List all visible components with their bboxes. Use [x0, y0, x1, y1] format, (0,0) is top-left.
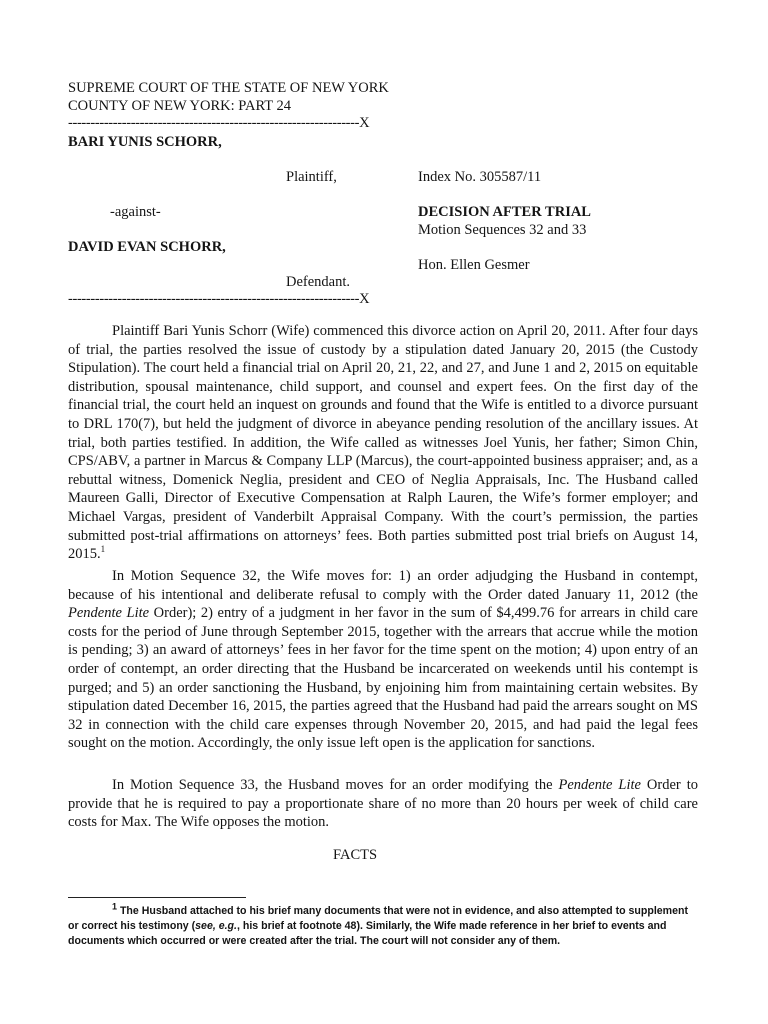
paragraph-intro — [68, 322, 698, 564]
footnote-reference: 1 — [100, 544, 106, 555]
court-name-line: SUPREME COURT OF THE STATE OF NEW YORK — [68, 80, 389, 96]
defendant-name: DAVID EVAN SCHORR, — [68, 239, 226, 255]
court-county-line: COUNTY OF NEW YORK: PART 24 — [68, 98, 291, 114]
footnote-italic: see, e.g. — [195, 920, 237, 932]
paragraph-motion-32-text-b: Order); 2) entry of a judgment in her favor in the sum of $4,499.76 for arrears in child care costs for the period of June through September 2015, together with the arrears that accrue while the motion is pending; 3) an award of attorneys’ fees in her favor for the time spent on the motion; 4) upon entry of an order of contempt, an order directing that the Husband be incarcerated on weekends until his contempt is purged; and 5) an order sanctioning the Husband, by enjoining him from maintaining certain websites. By stipulation dated December 16, 2015, the parties agreed that the Husband had paid the arrears sought on MS 32 in connection with the child care expenses through November 20, 2015, and had paid the legal fees sought on the motion. Accordingly, the only issue left open is the application for sanctions. — [68, 605, 698, 752]
paragraph-motion-33-italic: Pendente Lite — [558, 777, 641, 793]
paragraph-intro-text: Plaintiff Bari Yunis Schorr (Wife) commenced this divorce action on April 20, 2011. After four days of trial, the parties resolved the issue of custody by a stipulation dated January 20, 2015 (the Custody Stipulation). The court held a financial trial on April 20, 21, 22, and 27, and June 1 and 2, 2015 on equitable distribution, spousal maintenance, child support, and counsel and expert fees. On the first day of the financial trial, the court held an inquest on grounds and found that the Wife is entitled to a divorce pursuant to DRL 170(7), but held the judgment of divorce in abeyance pending resolution of the ancillary issues. At trial, both parties testified. In addition, the Wife called as witnesses Joel Yunis, her father; Simon Chin, CPS/ABV, a partner in Marcus & Company LLP (Marcus), the court-appointed business appraiser; and, as a rebuttal witness, Domenick Neglia, president and CEO of Neglia Appraisals, Inc. The Husband called Maureen Galli, Director of Executive Compensation at Ralph Lauren, the Wife’s former employer; and Michael Vargas, president of Vanderbilt Appraisal Company. With the court’s permission, the parties submitted post-trial affirmations on attorneys’ fees. Both parties submitted post trial briefs on August 14, 2015. — [68, 323, 698, 563]
index-number: Index No. 305587/11 — [418, 169, 542, 185]
caption-separator-bottom: -----------------------------------------------------------------X — [68, 291, 370, 307]
plaintiff-role: Plaintiff, — [286, 169, 337, 185]
decision-title: DECISION AFTER TRIAL — [418, 204, 591, 220]
footnote-divider — [68, 897, 246, 898]
footnote-text-a: The Husband attached to his brief many documents that were not in evidence, and also attempted to supplement or correct his testimony ( — [68, 905, 688, 932]
paragraph-motion-32 — [68, 567, 698, 753]
footnote-1 — [68, 901, 698, 949]
against-label: -against- — [110, 204, 161, 220]
motion-sequences: Motion Sequences 32 and 33 — [418, 222, 587, 238]
paragraph-motion-32-italic: Pendente Lite — [68, 605, 150, 622]
paragraph-motion-32-text-a: In Motion Sequence 32, the Wife moves for: 1) an order adjudging the Husband in contempt, because of his intentional and deliberate refusal to comply with the Order dated January 11, 2012 (the — [68, 568, 698, 603]
plaintiff-name: BARI YUNIS SCHORR, — [68, 134, 222, 150]
paragraph-motion-33 — [68, 776, 698, 832]
footnote-text-b: , his brief at footnote 48). Similarly, the Wife made reference in her brief to events and documents which occurred or were created after the trial. The court will not consider any of them. — [68, 920, 667, 947]
paragraph-motion-33-text-b: Order to provide that he is required to pay a proportionate share of no more than 20 hours per week of child care costs for Max. The Wife opposes the motion. — [68, 777, 698, 831]
footnote-number: 1 — [112, 901, 118, 912]
caption-separator-top: -----------------------------------------------------------------X — [68, 115, 370, 131]
judge-name: Hon. Ellen Gesmer — [418, 257, 530, 273]
defendant-role: Defendant. — [286, 274, 351, 290]
facts-heading: FACTS — [333, 847, 378, 863]
paragraph-motion-33-text-a: In Motion Sequence 33, the Husband moves for an order modifying the — [112, 777, 559, 793]
